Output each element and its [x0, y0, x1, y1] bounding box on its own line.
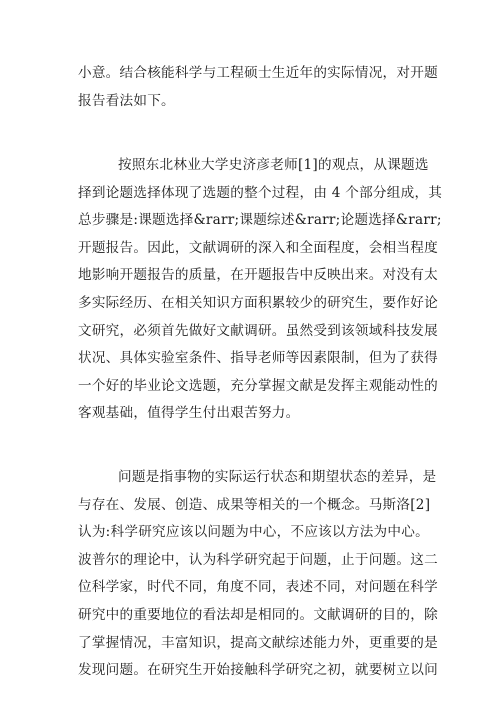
text-line: 研究中的重要地位的看法却是相同的。文献调研的目的，除: [78, 606, 438, 623]
text-line: 与存在、发展、创造、成果等相关的一个概念。马斯洛[2]: [78, 496, 431, 513]
text-line: 文研究，必须首先做好文献调研。虽然受到该领域科技发展: [78, 322, 438, 339]
text-line: 按照东北林业大学史济彦老师[1]的观点，从课题选: [118, 157, 429, 173]
text-line: 一个好的毕业论文选题，充分掌握文献是发挥主观能动性的: [78, 377, 438, 394]
text-line: 择到论题选择体现了选题的整个过程，由 4 个部分组成，其: [78, 184, 443, 201]
text-line: 总步骤是:课题选择&rarr;课题综述&rarr;论题选择&rarr;: [78, 212, 442, 229]
text-line: 小意。结合核能科学与工程硕士生近年的实际情况，对开题: [78, 65, 438, 81]
text-line: 开题报告。因此，文献调研的深入和全面程度，会相当程度: [78, 239, 438, 256]
text-line: 报告看法如下。: [78, 92, 175, 109]
text-line: 位科学家，时代不同，角度不同，表述不同，对问题在科学: [78, 579, 438, 596]
text-line: 了掌握情况，丰富知识，提高文献综述能力外，更重要的是: [78, 634, 438, 651]
text-line: 多实际经历、在相关知识方面积累较少的研究生，要作好论: [78, 294, 438, 311]
text-line: 认为:科学研究应该以问题为中心，不应该以方法为中心。: [78, 524, 429, 541]
paragraph-3: [78, 464, 438, 685]
text-line: 地影响开题报告的质量，在开题报告中反映出来。对没有太: [78, 267, 438, 284]
paragraph-2: [78, 152, 443, 428]
text-line: 发现问题。在研究生开始接触科学研究之初，就要树立以问: [78, 662, 438, 679]
text-line: 波普尔的理论中，认为科学研究起于问题，止于问题。这二: [78, 551, 438, 568]
text-line: 客观基础，值得学生付出艰苦努力。: [78, 405, 300, 422]
paragraph-1: [78, 60, 438, 115]
text-line: 问题是指事物的实际运行状态和期望状态的差异，是: [118, 469, 437, 485]
text-line: 状况、具体实验室条件、指导老师等因素限制，但为了获得: [78, 350, 438, 367]
